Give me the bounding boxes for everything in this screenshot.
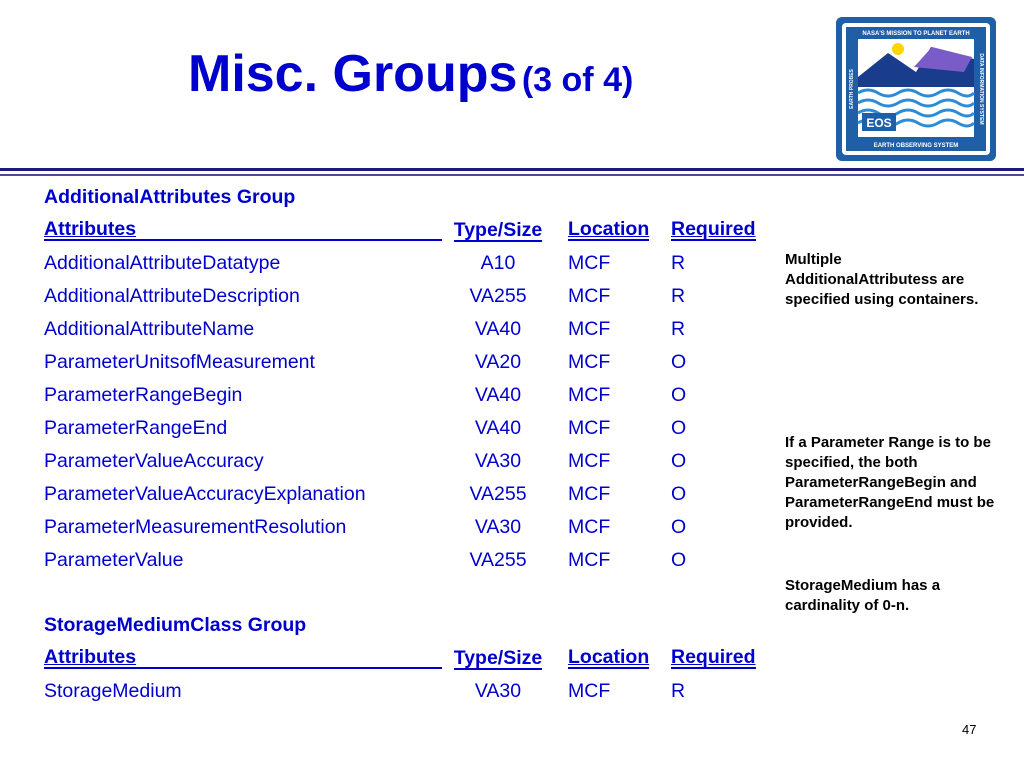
row-location: MCF <box>568 417 611 439</box>
slide-title-sub: (3 of 4) <box>521 61 634 99</box>
row-type: VA255 <box>469 483 527 505</box>
row-attribute: StorageMedium <box>44 680 182 702</box>
row-required: R <box>671 318 686 340</box>
logo-top-text: NASA'S MISSION TO PLANET EARTH <box>862 31 970 37</box>
header-type-size <box>446 219 550 242</box>
logo-bottom-text: EARTH OBSERVING SYSTEM <box>873 143 959 149</box>
row-type: VA255 <box>469 285 527 307</box>
side-note: If a Parameter Range is to be specified, the both ParameterRangeBegin and ParameterRangeEnd must be provided. <box>785 434 995 531</box>
row-location: MCF <box>568 549 611 571</box>
row-type: VA30 <box>474 450 522 472</box>
header-required: Required <box>671 218 756 240</box>
table-row <box>44 384 784 414</box>
table-row <box>44 680 784 710</box>
group-name: StorageMediumClass Group <box>44 614 307 636</box>
row-required: O <box>671 549 687 571</box>
table-row <box>44 417 784 447</box>
row-type: VA40 <box>474 417 522 439</box>
header-location: Location <box>568 646 650 668</box>
row-type: A10 <box>480 252 516 274</box>
row-type: VA20 <box>474 351 522 373</box>
row-type: VA255 <box>469 549 527 571</box>
slide-title-main: Misc. Groups <box>188 45 518 103</box>
row-required: O <box>671 351 687 373</box>
row-location: MCF <box>568 318 611 340</box>
row-required: O <box>671 483 687 505</box>
table-row <box>44 450 784 480</box>
header-required: Required <box>671 646 756 668</box>
slide-title <box>188 44 633 104</box>
header-attributes: Attributes <box>44 219 442 241</box>
logo-badge: EOS <box>866 116 892 130</box>
row-location: MCF <box>568 351 611 373</box>
row-location: MCF <box>568 384 611 406</box>
row-location: MCF <box>568 252 611 274</box>
row-location: MCF <box>568 483 611 505</box>
row-attribute: AdditionalAttributeDatatype <box>44 252 281 274</box>
row-location: MCF <box>568 516 611 538</box>
header-type-size <box>446 647 550 670</box>
table-row <box>44 252 784 282</box>
row-type: VA40 <box>474 318 522 340</box>
header-type-size-text: Type/Size <box>453 647 543 669</box>
header-rule-secondary <box>0 174 1024 176</box>
row-required: R <box>671 680 686 702</box>
table-row <box>44 549 784 579</box>
group-title <box>44 614 784 644</box>
row-required: R <box>671 285 686 307</box>
eos-logo-icon <box>836 17 996 161</box>
table-row <box>44 483 784 513</box>
row-attribute: ParameterValue <box>44 549 184 571</box>
row-attribute: ParameterValueAccuracyExplanation <box>44 483 366 505</box>
row-attribute: ParameterValueAccuracy <box>44 450 264 472</box>
group-name: AdditionalAttributes Group <box>44 186 296 208</box>
header-attributes: Attributes <box>44 647 442 669</box>
logo-left-text: EARTH PROBES <box>849 69 855 109</box>
row-required: R <box>671 252 686 274</box>
row-attribute: ParameterRangeBegin <box>44 384 243 406</box>
table-row <box>44 351 784 381</box>
row-attribute: ParameterMeasurementResolution <box>44 516 347 538</box>
row-type: VA30 <box>474 680 522 702</box>
row-location: MCF <box>568 680 611 702</box>
row-attribute: ParameterUnitsofMeasurement <box>44 351 315 373</box>
side-note: Multiple AdditionalAttributess are specified using containers. <box>785 251 979 308</box>
table-row <box>44 285 784 315</box>
row-type: VA40 <box>474 384 522 406</box>
row-required: O <box>671 516 687 538</box>
row-attribute: AdditionalAttributeDescription <box>44 285 300 307</box>
header-location: Location <box>568 218 650 240</box>
row-attribute: AdditionalAttributeName <box>44 318 255 340</box>
row-location: MCF <box>568 285 611 307</box>
logo-right-text: DATA INFORMATION SYSTEM <box>978 53 984 125</box>
row-required: O <box>671 450 687 472</box>
header-rule <box>0 168 1024 171</box>
row-required: O <box>671 417 687 439</box>
row-attribute: ParameterRangeEnd <box>44 417 228 439</box>
table-row <box>44 318 784 348</box>
side-note: StorageMedium has a cardinality of 0-n. <box>785 577 941 614</box>
group-title <box>44 186 784 216</box>
header-type-size-text: Type/Size <box>453 219 543 241</box>
table-header <box>44 219 784 249</box>
table-header <box>44 647 784 677</box>
row-type: VA30 <box>474 516 522 538</box>
row-location: MCF <box>568 450 611 472</box>
page-number: 47 <box>962 722 977 737</box>
row-required: O <box>671 384 687 406</box>
table-row <box>44 516 784 546</box>
